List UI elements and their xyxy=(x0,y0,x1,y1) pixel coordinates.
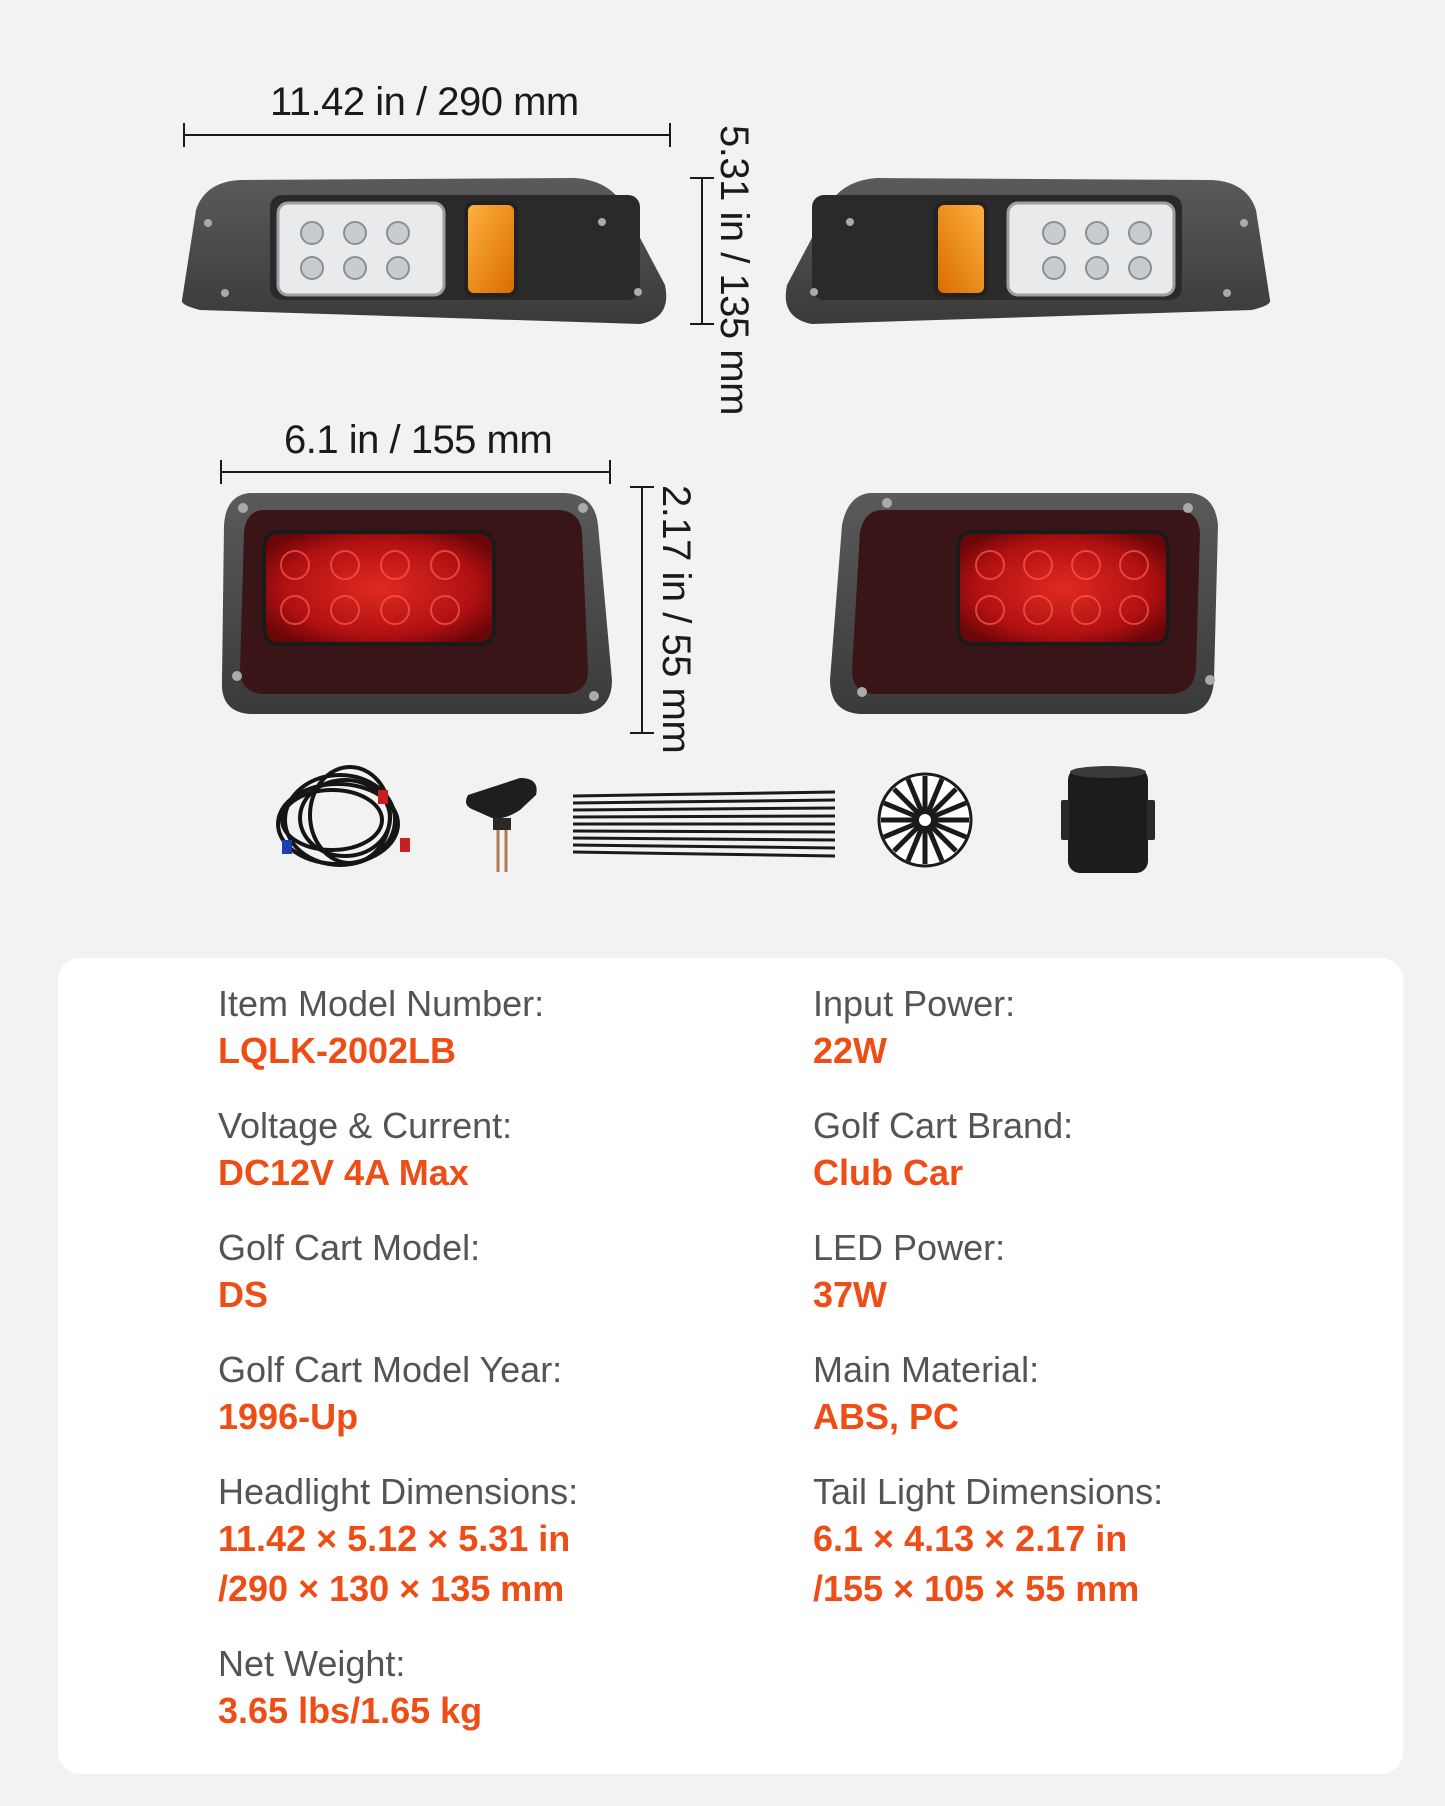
spec-label: Voltage & Current: xyxy=(218,1105,513,1146)
wiring-harness-icon xyxy=(278,767,410,865)
taillight-height-line xyxy=(630,487,654,733)
spec-value: 37W xyxy=(813,1274,888,1315)
headlight-height-label: 5.31 in / 135 mm xyxy=(712,125,756,415)
spec-label: LED Power: xyxy=(813,1227,1006,1268)
spec-label: Item Model Number: xyxy=(218,983,545,1024)
spec-cart-brand xyxy=(813,1104,1073,1198)
spec-label: Input Power: xyxy=(813,983,1016,1024)
cable-ties-icon xyxy=(573,792,835,856)
spec-value: ABS, PC xyxy=(813,1396,960,1437)
spec-value-metric: /290 × 130 × 135 mm xyxy=(218,1568,565,1609)
spec-value: 1996-Up xyxy=(218,1396,359,1437)
taillight-left xyxy=(222,493,612,714)
spec-net-weight xyxy=(218,1642,482,1736)
spec-value: 22W xyxy=(813,1030,888,1071)
spec-led-power xyxy=(813,1226,1005,1320)
spec-taillight-dimensions xyxy=(813,1470,1163,1614)
toggle-switch-icon xyxy=(466,778,537,872)
spec-value: Club Car xyxy=(813,1152,964,1193)
hole-saw-icon xyxy=(879,774,971,866)
headlight-left xyxy=(182,178,666,324)
spec-input-power xyxy=(813,982,1015,1076)
headlight-width-label: 11.42 in / 290 mm xyxy=(270,80,579,124)
headlight-right xyxy=(786,178,1270,324)
spec-value: DS xyxy=(218,1274,269,1315)
spec-value-metric: /155 × 105 × 55 mm xyxy=(813,1568,1140,1609)
headlight-width-line xyxy=(184,123,670,147)
spec-label: Headlight Dimensions: xyxy=(218,1471,579,1512)
spec-cart-model xyxy=(218,1226,480,1320)
spec-value: 3.65 lbs/1.65 kg xyxy=(218,1690,483,1731)
spec-label: Net Weight: xyxy=(218,1643,406,1684)
spec-main-material xyxy=(813,1348,1039,1442)
taillight-height-label: 2.17 in / 55 mm xyxy=(654,485,698,754)
spec-value: 6.1 × 4.13 × 2.17 in xyxy=(813,1518,1128,1559)
spec-headlight-dimensions xyxy=(218,1470,578,1614)
spec-label: Golf Cart Model Year: xyxy=(218,1349,563,1390)
taillight-width-label: 6.1 in / 155 mm xyxy=(284,418,553,462)
spec-label: Main Material: xyxy=(813,1349,1040,1390)
spec-value: DC12V 4A Max xyxy=(218,1152,469,1193)
spec-label: Golf Cart Brand: xyxy=(813,1105,1074,1146)
specifications-card xyxy=(58,958,1403,1774)
taillight-width-line xyxy=(221,460,610,484)
spec-value: 11.42 × 5.12 × 5.31 in xyxy=(218,1518,571,1559)
spec-cart-model-year xyxy=(218,1348,562,1442)
spec-model-number xyxy=(218,982,544,1076)
spec-voltage-current xyxy=(218,1104,512,1198)
spec-label: Golf Cart Model: xyxy=(218,1227,481,1268)
spec-value: LQLK-2002LB xyxy=(218,1030,457,1071)
cylinder-cap-icon xyxy=(1061,766,1155,873)
spec-label: Tail Light Dimensions: xyxy=(813,1471,1164,1512)
taillight-right xyxy=(830,493,1218,714)
